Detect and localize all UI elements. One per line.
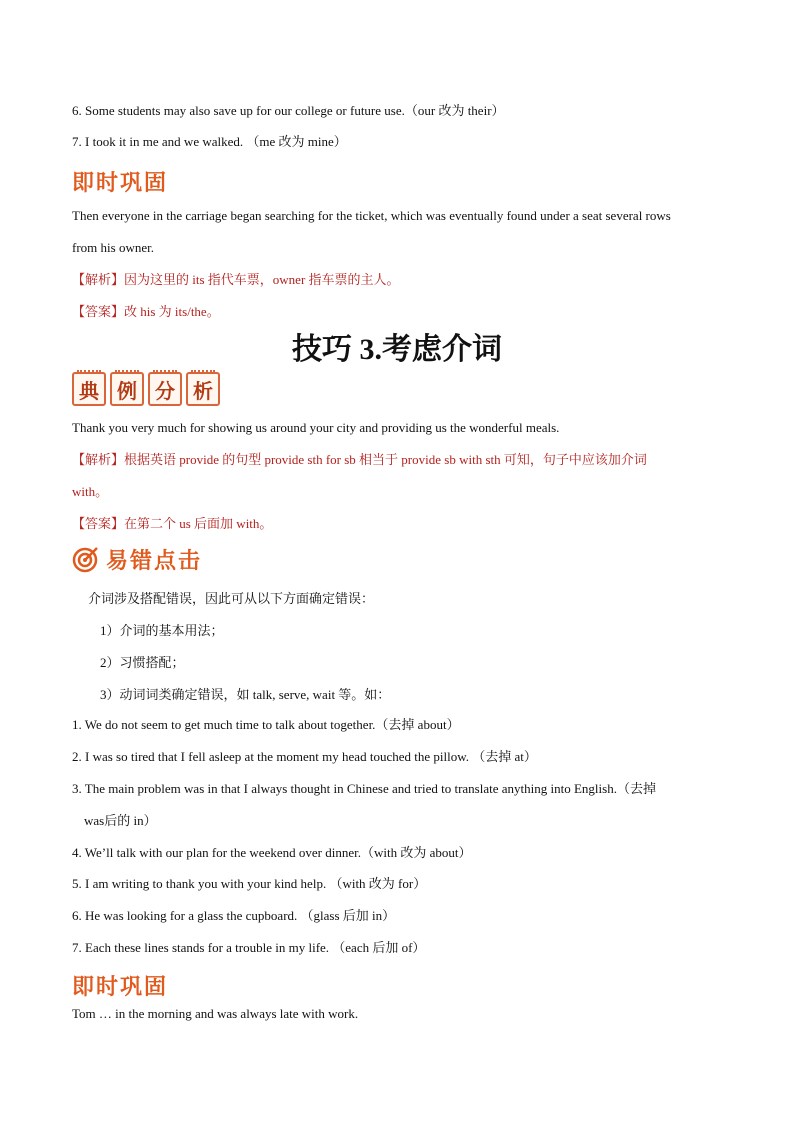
- errors-item-3: 3. The main problem was in that I always thought in Chinese and tried to translate anything into English.（去掉: [72, 781, 656, 796]
- tile-dian: 典: [72, 372, 106, 406]
- errors-item-6: 6. He was looking for a glass the cupboard. （glass 后加 in）: [72, 908, 396, 923]
- practice2-line1: Tom … in the morning and was always late with work.: [72, 1006, 359, 1021]
- practice-badge: 即时巩固: [72, 170, 169, 196]
- practice1-answer: 【答案】改 his 为 its/the。: [72, 304, 220, 319]
- errors-item-3-cont: was后的 in）: [84, 813, 157, 828]
- target-icon: [72, 545, 100, 573]
- errors-intro: 介词涉及搭配错误，因此可从以下方面确定错误：: [88, 591, 375, 606]
- errors-item-7: 7. Each these lines stands for a trouble in my life. （each 后加 of）: [72, 940, 426, 955]
- practice1-line2: from his owner.: [72, 240, 154, 255]
- practice1-line1: Then everyone in the carriage began searching for the ticket, which was eventually found under a seat several rows: [72, 208, 671, 223]
- errors-item-4: 4. We’ll talk with our plan for the weekend over dinner.（with 改为 about）: [72, 845, 472, 860]
- tile-xi: 析: [186, 372, 220, 406]
- errors-badge: [72, 546, 202, 572]
- errors-point-3: 3）动词词类确定错误，如 talk, serve, wait 等。如：: [100, 687, 391, 702]
- tile-fen: 分: [148, 372, 182, 406]
- section-title: 技巧 3.考虑介词: [292, 333, 502, 366]
- line-top-6: 6. Some students may also save up for our college or future use.（our 改为 their）: [72, 103, 505, 118]
- errors-badge-label: 易错点击: [106, 548, 203, 574]
- example-analysis-line1: 【解析】根据英语 provide 的句型 provide sth for sb 相当于 provide sb with sth 可知，句子中应该加介词: [72, 452, 647, 467]
- example-analysis-line2: with。: [72, 484, 109, 499]
- errors-item-5: 5. I am writing to thank you with your kind help. （with 改为 for）: [72, 876, 427, 891]
- example-analysis-badge: [72, 372, 220, 406]
- errors-point-1: 1）介词的基本用法；: [100, 623, 224, 638]
- example-sentence: Thank you very much for showing us around your city and providing us the wonderful meals.: [72, 420, 560, 435]
- tile-li: 例: [110, 372, 144, 406]
- errors-item-2: 2. I was so tired that I fell asleep at the moment my head touched the pillow. （去掉 at）: [72, 749, 537, 764]
- practice1-analysis: 【解析】因为这里的 its 指代车票，owner 指车票的主人。: [72, 272, 400, 287]
- line-top-7: 7. I took it in me and we walked. （me 改为 mine）: [72, 134, 347, 149]
- practice-badge-2: 即时巩固: [72, 974, 169, 1000]
- errors-item-1: 1. We do not seem to get much time to talk about together.（去掉 about）: [72, 717, 460, 732]
- example-answer: 【答案】在第二个 us 后面加 with。: [72, 516, 273, 531]
- errors-point-2: 2）习惯搭配；: [100, 655, 185, 670]
